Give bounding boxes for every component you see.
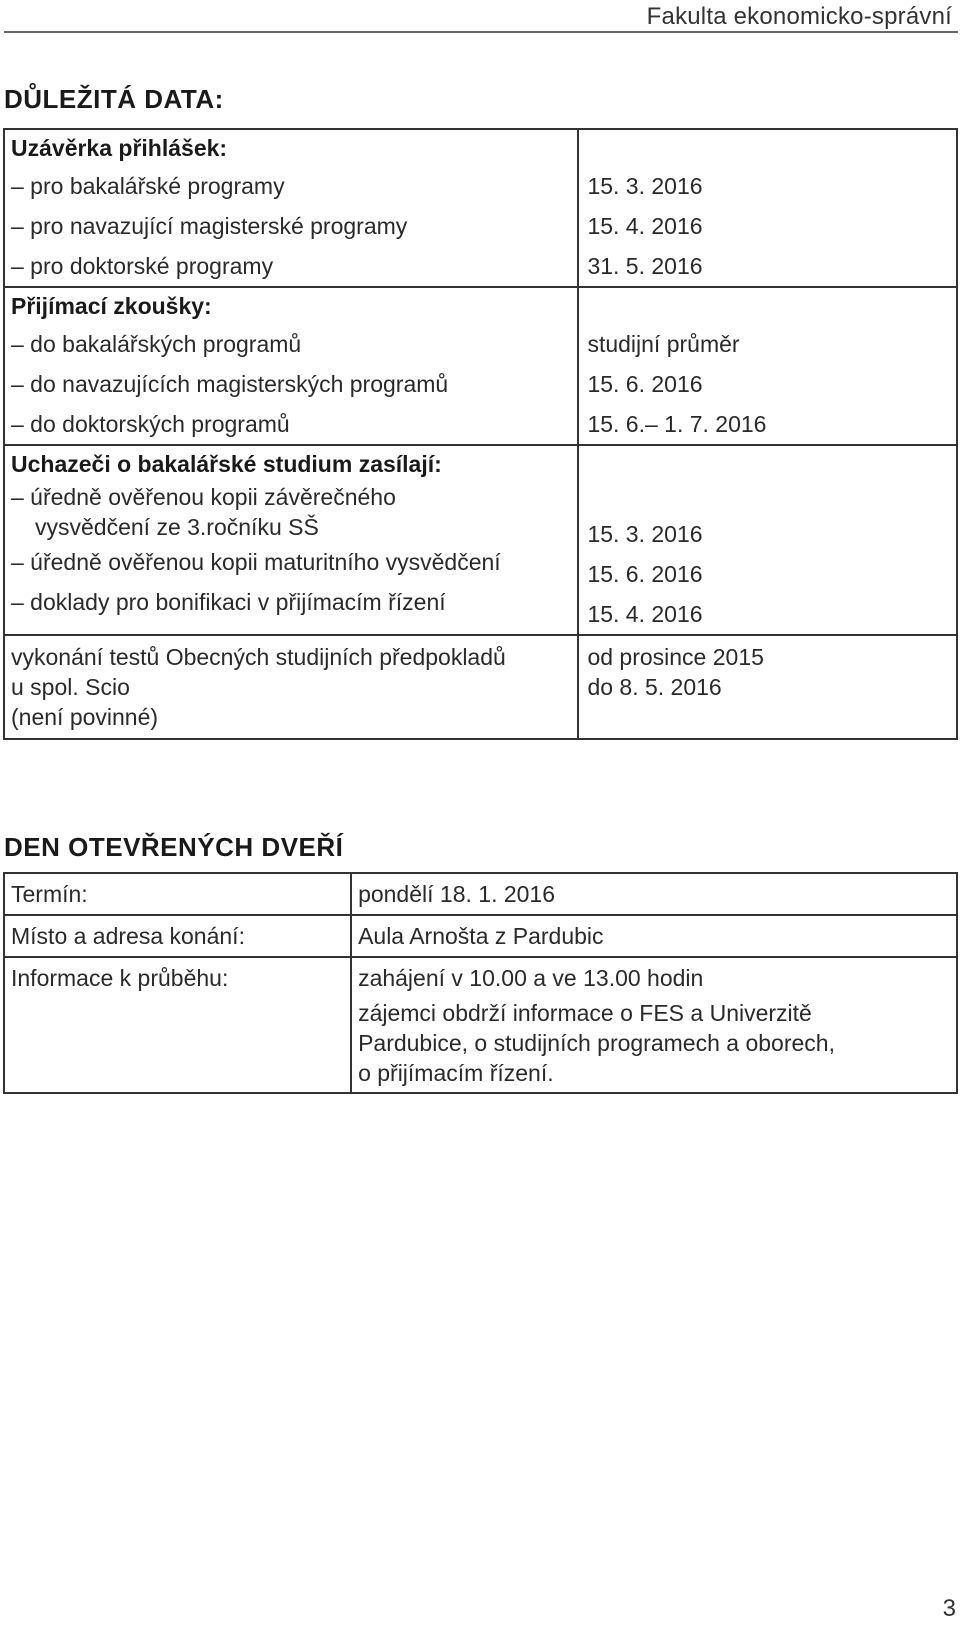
open-day-info-label: Informace k průběhu:	[11, 965, 229, 991]
open-day-value-cell	[351, 873, 957, 915]
applicants-item-label: – úředně ověřenou kopii závěrečného	[11, 484, 396, 510]
open-day-label-cell	[4, 873, 351, 915]
open-day-label: Místo a adresa konání:	[11, 923, 245, 949]
applicants-labels	[4, 445, 578, 635]
deadline-row-label: – pro doktorské programy	[11, 253, 274, 279]
deadline-row-label: – pro navazující magisterské programy	[11, 213, 408, 239]
deadline-values	[578, 129, 957, 287]
scio-value: od prosince 2015	[587, 644, 764, 670]
applicants-section	[4, 445, 957, 635]
exams-heading: Přijímací zkoušky:	[11, 293, 212, 319]
applicants-item-label: – doklady pro bonifikaci v přijímacím řízení	[11, 589, 446, 615]
exams-row-value: studijní průměr	[587, 331, 740, 357]
exams-labels	[4, 287, 578, 445]
applicants-item-label-cont: vysvědčení ze 3.ročníku SŠ	[35, 514, 319, 540]
scio-label: (není povinné)	[11, 704, 159, 730]
deadline-heading: Uzávěrka přihlášek:	[11, 135, 228, 161]
applicants-heading: Uchazeči o bakalářské studium zasílají:	[11, 451, 442, 477]
page-number: 3	[942, 1595, 956, 1622]
deadline-row-value: 31. 5. 2016	[587, 253, 703, 279]
open-day-info-line: Pardubice, o studijních programech a oborech,	[358, 1030, 835, 1056]
open-day-value: Aula Arnošta z Pardubic	[358, 923, 604, 949]
exams-row-label: – do navazujících magisterských programů	[11, 371, 449, 397]
deadline-row-value: 15. 4. 2016	[587, 213, 703, 239]
deadline-row-value: 15. 3. 2016	[587, 173, 703, 199]
applicants-item-value: 15. 4. 2016	[587, 601, 703, 627]
exams-row-value: 15. 6. 2016	[587, 371, 703, 397]
important-dates-title: DŮLEŽITÁ DATA:	[4, 84, 224, 114]
exams-row-label: – do bakalářských programů	[11, 331, 302, 357]
exams-row-value: 15. 6.– 1. 7. 2016	[587, 411, 767, 437]
open-day-info-cell	[351, 957, 957, 1093]
open-day-value: pondělí 18. 1. 2016	[358, 881, 556, 907]
open-day-label: Termín:	[11, 881, 88, 907]
deadline-labels	[4, 129, 578, 287]
open-day-table	[3, 872, 958, 1094]
scio-value: do 8. 5. 2016	[587, 674, 722, 700]
open-day-value-cell	[351, 915, 957, 957]
scio-label: u spol. Scio	[11, 674, 130, 700]
scio-values	[578, 635, 957, 739]
exams-values	[578, 287, 957, 445]
open-day-info-line: o přijímacím řízení.	[358, 1060, 554, 1086]
open-day-label-cell	[4, 915, 351, 957]
scio-section	[4, 635, 957, 739]
open-day-row	[4, 915, 957, 957]
scio-labels	[4, 635, 578, 739]
open-day-info-line: zahájení v 10.00 a ve 13.00 hodin	[358, 965, 704, 991]
exams-row-label: – do doktorských programů	[11, 411, 290, 437]
open-day-row	[4, 873, 957, 915]
exams-section	[4, 287, 957, 445]
deadline-row-label: – pro bakalářské programy	[11, 173, 285, 199]
open-day-label-cell	[4, 957, 351, 1093]
applicants-item-value: 15. 6. 2016	[587, 561, 703, 587]
important-dates-table	[3, 128, 958, 740]
applicants-item-value: 15. 3. 2016	[587, 521, 703, 547]
header-divider	[4, 31, 958, 33]
header-faculty: Fakulta ekonomicko-správní	[646, 3, 952, 30]
applicants-item-label: – úředně ověřenou kopii maturitního vysvědčení	[11, 549, 501, 575]
deadline-section	[4, 129, 957, 287]
open-day-info-line: zájemci obdrží informace o FES a Univerzitě	[358, 1000, 812, 1026]
applicants-values	[578, 445, 957, 635]
open-day-title: DEN OTEVŘENÝCH DVEŘÍ	[4, 832, 344, 862]
open-day-row-info	[4, 957, 957, 1093]
scio-label: vykonání testů Obecných studijních předpokladů	[11, 644, 506, 670]
